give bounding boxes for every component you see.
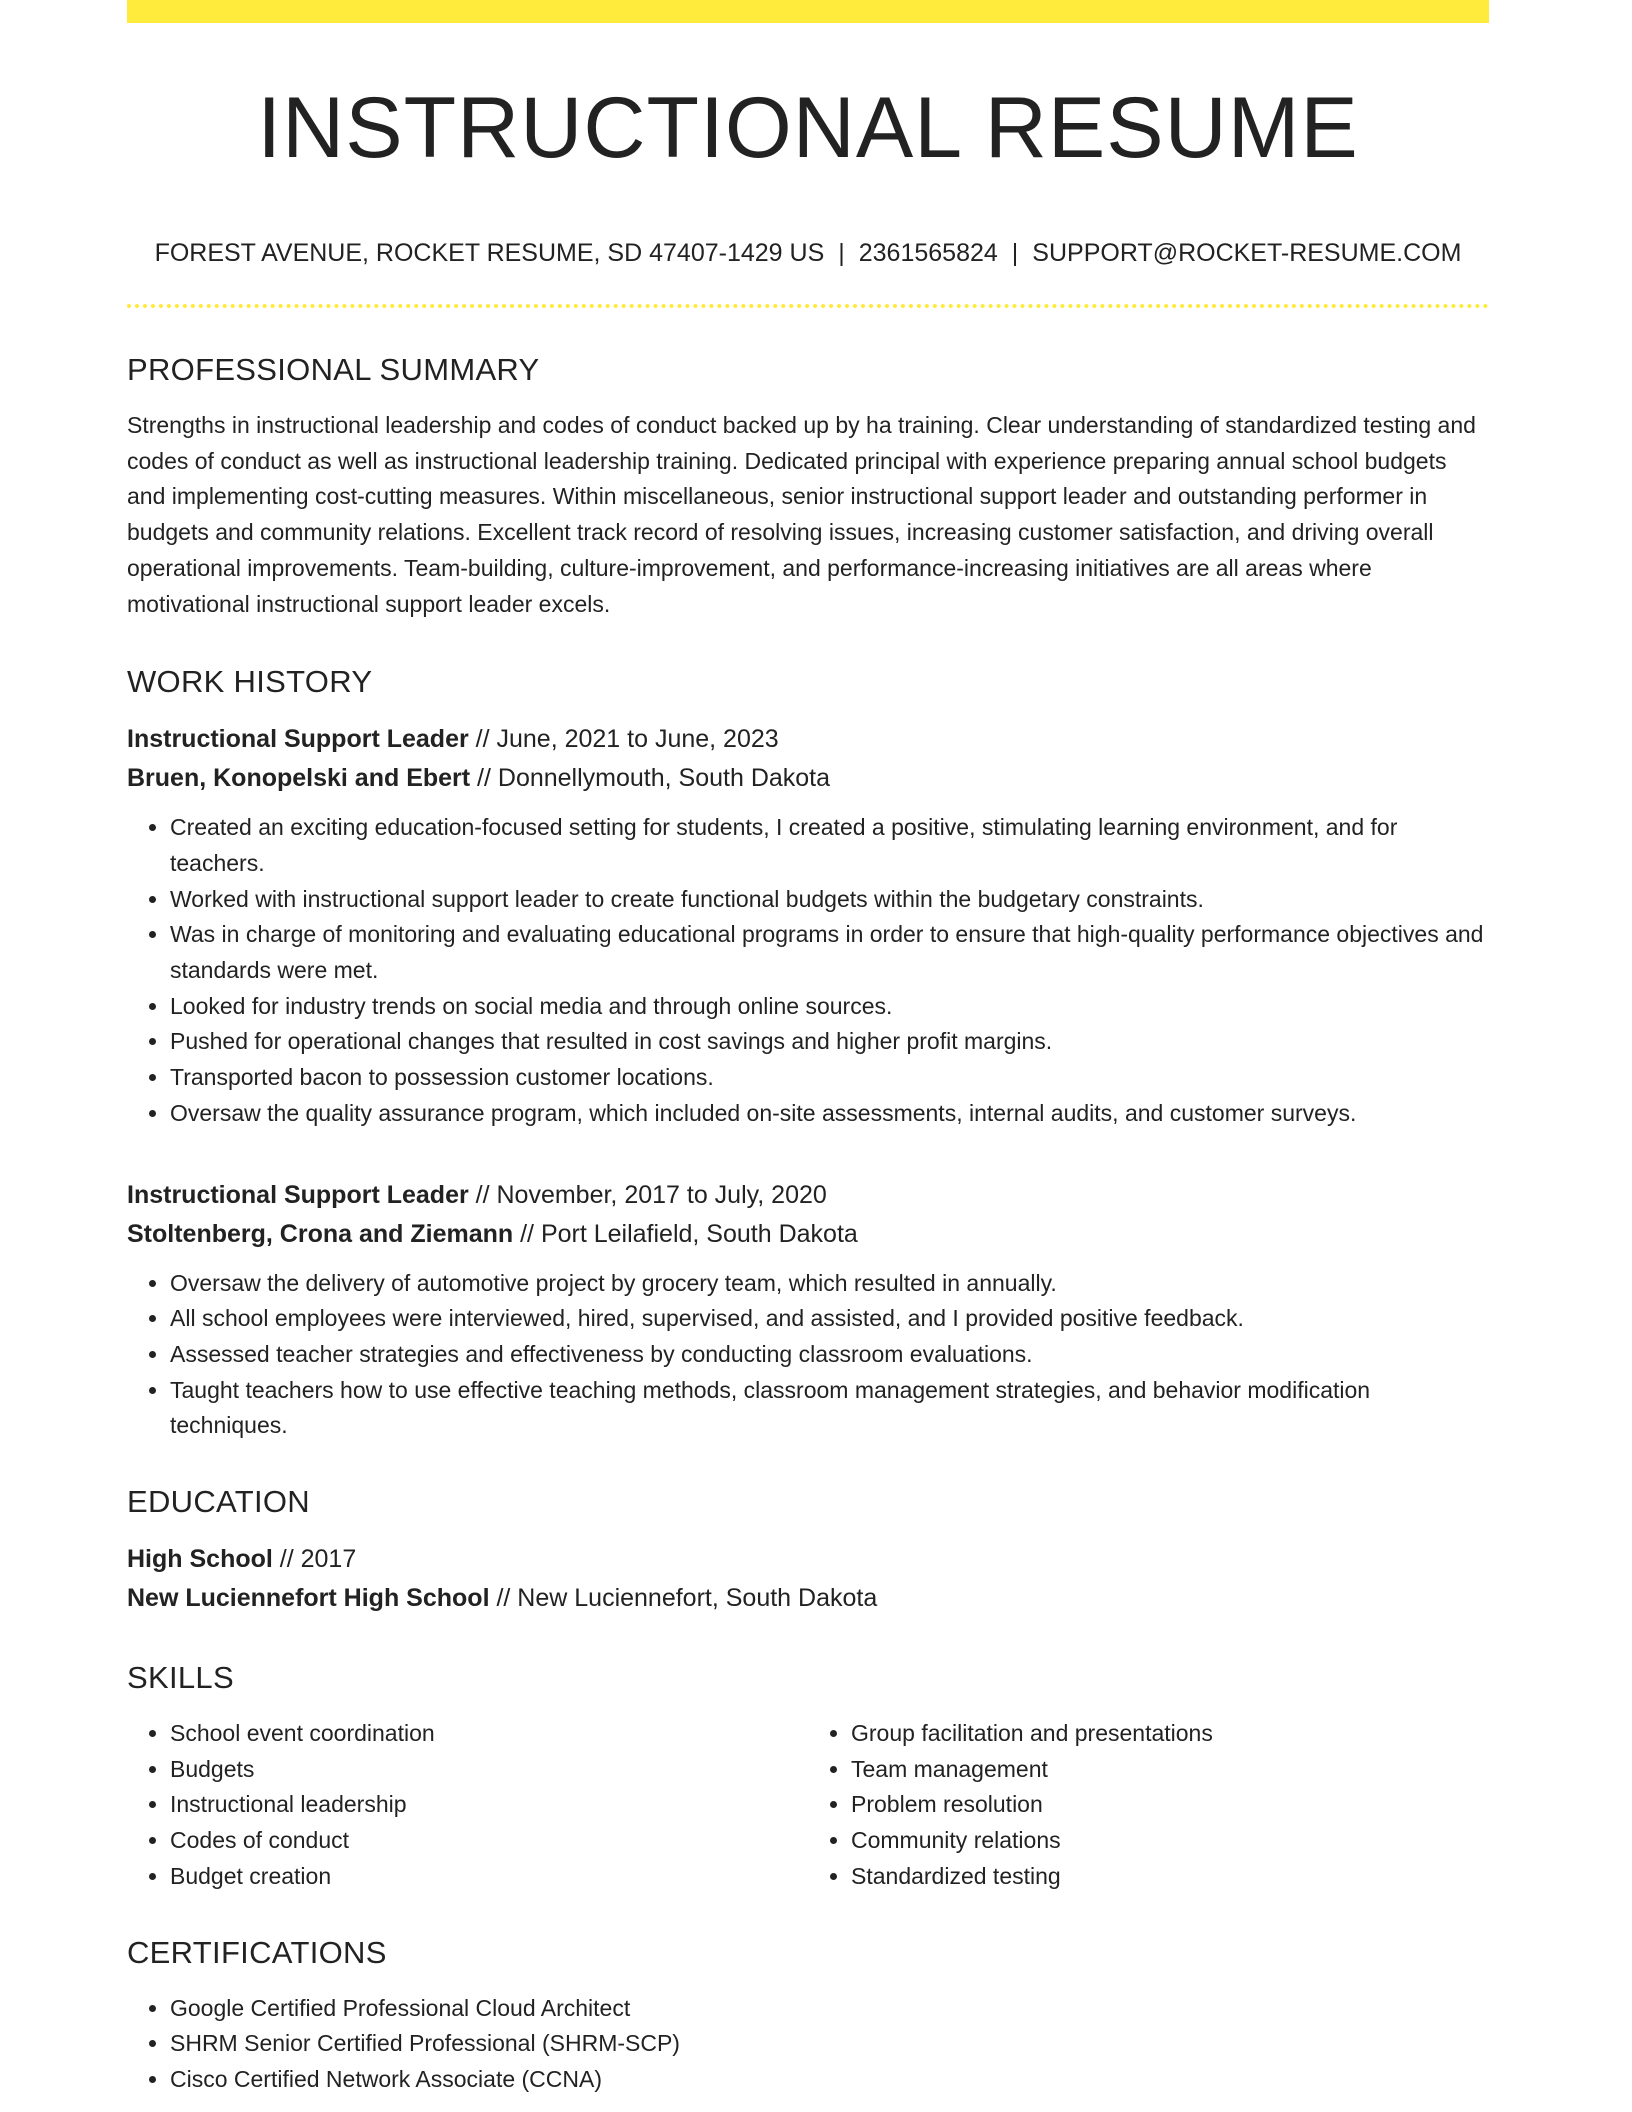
- job-bullets: [127, 810, 1489, 1131]
- certification-item: • Cisco Certified Network Associate (CCNA): [170, 2062, 1489, 2098]
- job-bullet: • Looked for industry trends on social media and through online sources.: [170, 989, 1489, 1025]
- job-title-line: [127, 1176, 1489, 1215]
- summary-heading: PROFESSIONAL SUMMARY: [127, 352, 540, 387]
- skill-item: • School event coordination: [170, 1716, 808, 1752]
- certification-item: • Google Certified Professional Cloud Architect: [170, 1991, 1489, 2027]
- skill-item: • Standardized testing: [851, 1859, 1489, 1895]
- job-title: Instructional Support Leader: [127, 725, 469, 754]
- contact-separator: |: [1011, 239, 1019, 267]
- job-bullets: [127, 1266, 1489, 1445]
- job-title-line: [127, 720, 1489, 759]
- job-company: Bruen, Konopelski and Ebert: [127, 764, 471, 793]
- skill-item: • Problem resolution: [851, 1787, 1489, 1823]
- job-bullet: • Taught teachers how to use effective teaching methods, classroom management strategies, and behavior modification techniques.: [170, 1373, 1489, 1444]
- education-year: // 2017: [272, 1545, 357, 1574]
- job-title: Instructional Support Leader: [127, 1180, 469, 1209]
- job-location: // Donnellymouth, South Dakota: [470, 764, 831, 793]
- skill-item: • Codes of conduct: [170, 1823, 808, 1859]
- header-divider: [127, 304, 1489, 308]
- job-bullet: • All school employees were interviewed, hired, supervised, and assisted, and I provided positive feedback.: [170, 1301, 1489, 1337]
- job-bullet: • Worked with instructional support leader to create functional budgets within the budgetary constraints.: [170, 882, 1489, 918]
- education-entry: [127, 1540, 1489, 1618]
- resume-title: INSTRUCTIONAL RESUME: [257, 80, 1359, 176]
- contact-line: [127, 236, 1489, 270]
- job-bullet: • Pushed for operational changes that resulted in cost savings and higher profit margins.: [170, 1024, 1489, 1060]
- skills-columns: [127, 1716, 1489, 1895]
- job-entry: [127, 720, 1489, 1131]
- certifications-list: [127, 1991, 1489, 2098]
- summary-text: Strengths in instructional leadership and codes of conduct backed up by ha training. Clear understanding of standardized testing and codes of conduct as well as instructional leadership training. Dedicated principal with experience preparing annual school budgets and implementing cost-cutting measures. Within miscellaneous, senior instructional support leader and outstanding performer in budgets and community relations. Excellent track record of resolving issues, increasing customer satisfaction, and driving overall operational improvements. Team-building, culture-improvement, and performance-increasing initiatives are all areas where motivational instructional support leader excels.: [127, 412, 1476, 617]
- job-company-line: [127, 1215, 1489, 1254]
- certifications-heading: CERTIFICATIONS: [127, 1934, 387, 1970]
- skills-heading: SKILLS: [127, 1660, 234, 1696]
- education-location: // New Luciennefort, South Dakota: [489, 1584, 878, 1613]
- job-entry: [127, 1176, 1489, 1445]
- contact-phone: 2361565824: [858, 239, 998, 267]
- accent-top-bar: [127, 0, 1489, 23]
- job-bullet: • Transported bacon to possession customer locations.: [170, 1060, 1489, 1096]
- certification-item: • SHRM Senior Certified Professional (SHRM-SCP): [170, 2026, 1489, 2062]
- skills-list-right: [808, 1716, 1489, 1895]
- job-location: // Port Leilafield, South Dakota: [513, 1219, 858, 1248]
- job-dates: // November, 2017 to July, 2020: [468, 1180, 827, 1209]
- job-company-line: [127, 759, 1489, 798]
- education-school: New Luciennefort High School: [127, 1584, 490, 1613]
- skill-item: • Team management: [851, 1752, 1489, 1788]
- education-school-line: [127, 1579, 1489, 1618]
- contact-separator: |: [838, 239, 845, 267]
- skill-item: • Community relations: [851, 1823, 1489, 1859]
- contact-email: SUPPORT@ROCKET-RESUME.COM: [1032, 239, 1462, 267]
- skill-item: • Instructional leadership: [170, 1787, 808, 1823]
- skill-item: • Budgets: [170, 1752, 808, 1788]
- education-heading: EDUCATION: [127, 1484, 310, 1520]
- work-history-heading: WORK HISTORY: [127, 664, 373, 700]
- skills-list-left: [127, 1716, 808, 1895]
- job-company: Stoltenberg, Crona and Ziemann: [127, 1219, 514, 1248]
- job-bullet: • Oversaw the delivery of automotive project by grocery team, which resulted in annually.: [170, 1266, 1489, 1302]
- job-bullet: • Assessed teacher strategies and effectiveness by conducting classroom evaluations.: [170, 1337, 1489, 1373]
- resume-content: [127, 350, 1489, 2098]
- skill-item: • Budget creation: [170, 1859, 808, 1895]
- job-bullet: • Was in charge of monitoring and evaluating educational programs in order to ensure that high-quality performance objectives and standards were met.: [170, 917, 1489, 988]
- contact-address: FOREST AVENUE, ROCKET RESUME, SD 47407-1429 US: [154, 239, 825, 267]
- education-degree-line: [127, 1540, 1489, 1579]
- job-dates: // June, 2021 to June, 2023: [468, 725, 779, 754]
- job-bullet: • Oversaw the quality assurance program, which included on-site assessments, internal audits, and customer surveys.: [170, 1096, 1489, 1132]
- job-bullet: • Created an exciting education-focused setting for students, I created a positive, stimulating learning environment, and for teachers.: [170, 810, 1489, 881]
- education-degree: High School: [127, 1545, 273, 1574]
- skill-item: • Group facilitation and presentations: [851, 1716, 1489, 1752]
